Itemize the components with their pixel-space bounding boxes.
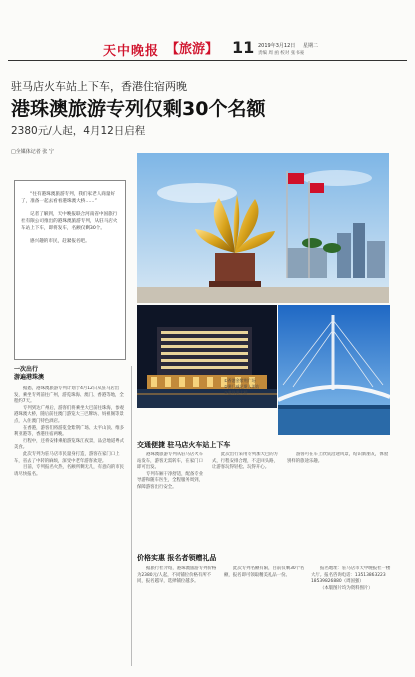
photo-caption-3: ③港珠澳大桥 <box>224 390 248 395</box>
column-divider <box>131 366 132 666</box>
section-tag: 【旅游】 <box>166 42 219 57</box>
bridge-photo <box>278 305 390 435</box>
price-paragraph: 此次专列名额有限，目前仅剩30个名额，报名即可领取精美礼品一份。 <box>224 566 305 578</box>
transport-col-1 <box>137 452 207 542</box>
transport-paragraph: 专列车厢干净舒适，配备专业导游和随车医生，全程服务周到，保障游客出行安全。 <box>137 471 204 490</box>
photo-bridge <box>278 305 390 435</box>
page-header <box>0 0 415 60</box>
price-col-2 <box>224 566 306 666</box>
transport-col-3 <box>287 452 390 542</box>
article-deck: 2380元/人起，4月12日启程 <box>11 125 146 137</box>
price-paragraph: 报名地址：驻马店市天中晚报社一楼大厅。报名咨询电话：13513863223 18539826880（周国强） <box>311 566 391 585</box>
price-paragraph: 据旅行社介绍，港珠澳旅游专列价格为2380元/人起，不同铺位价格有所不同，报名越早，选择铺位越多。 <box>137 566 217 585</box>
price-paragraph: （本版图片均为资料图片） <box>320 585 373 591</box>
transport-paragraph: 港珠澳旅游专列从驻马店火车站发车，游客无需转车，在家门口即可出发。 <box>137 452 204 471</box>
price-section-title: 价格实惠 报名者领赠礼品 <box>137 554 217 562</box>
transport-paragraph: 此次出行采用专列加大巴的方式，行程安排合理，不走回头路，让游客玩得轻松、玩得开心。 <box>212 452 279 471</box>
photo-caption-1: ①香港金紫荆广场 <box>224 378 256 383</box>
transport-section-title: 交通便捷 驻马店火车站上下车 <box>137 441 231 449</box>
price-col-3 <box>311 566 393 666</box>
photo-caption-2: ②澳门威尼斯人酒店 <box>224 384 260 389</box>
intro-paragraph: “往有港珠澳旅游专列，我们家老人商量好了，准备一起去看看港珠澳大桥……” <box>21 192 116 204</box>
left-col-paragraph: 在香港，游客们将游览金紫荆广场、太平山顶、维多利亚港等，香港住宿两晚。 <box>14 425 124 438</box>
transport-paragraph: 游客可在车上欣赏沿途风景，结识新朋友，体验别样的旅途乐趣。 <box>287 452 389 464</box>
venetian-hotel-photo <box>137 305 277 408</box>
left-col-text <box>14 386 126 668</box>
left-col-paragraph: 据悉，港珠澳旅游专列计划于4月12日从驻马店出发，乘坐专列前往广州，游览珠海、澳门、香港等地，全程约7天。 <box>14 386 124 405</box>
left-col-head-2: 游遍港珠澳 <box>14 374 45 381</box>
masthead: 天中晚报 <box>103 44 160 59</box>
issue-date: 2019年3月12日 <box>258 43 296 49</box>
photo-golden-bauhinia <box>137 153 389 303</box>
intro-paragraph: 感兴趣的市民，赶紧报名吧。 <box>30 239 90 244</box>
page-number: 11 <box>232 38 255 57</box>
left-col-paragraph: 目前，专列报名火热，名额所剩无几，有意向的市民请尽快报名。 <box>14 465 124 477</box>
header-divider <box>8 60 407 61</box>
intro-box <box>14 180 126 360</box>
article-byline: □全媒体记者 张 宁 <box>11 149 54 155</box>
article-headline: 港珠澳旅游专列仅剩30个名额 <box>11 98 266 120</box>
article-subhead: 驻马店火车站上下车，香港住宿两晚 <box>11 80 187 93</box>
left-col-paragraph: 专列到达广州后，游客们将乘坐大巴前往珠海，参观港珠澳大桥，随后前往澳门游览大三巴牌坊、妈祖阁等景点，入住澳门特色酒店。 <box>14 405 124 424</box>
price-col-1 <box>137 566 219 666</box>
editor-credits: 责编 周 函 校对 张书豪 <box>258 51 305 56</box>
intro-paragraph: 记者了解到，天中晚报联合河南省中国旅行社有限公司推出的港珠澳旅游专列，从驻马店火车站上下车，即将发车，名额仅剩30个。 <box>21 212 118 231</box>
issue-weekday: 星期二 <box>303 43 319 49</box>
golden-bauhinia-photo <box>137 153 389 303</box>
left-col-paragraph: 此次专列为驻马店市民量身打造，游客在家门口上车，省去了中转的麻烦，深受中老年游客欢迎。 <box>14 451 120 464</box>
transport-col-2 <box>212 452 282 542</box>
left-col-paragraph: 行程中，还将安排乘船游览珠江夜景，品尝地道粤式美食。 <box>14 438 124 451</box>
left-col-head-1: 一次出行 <box>14 366 39 373</box>
photo-venetian-hotel <box>137 305 277 408</box>
